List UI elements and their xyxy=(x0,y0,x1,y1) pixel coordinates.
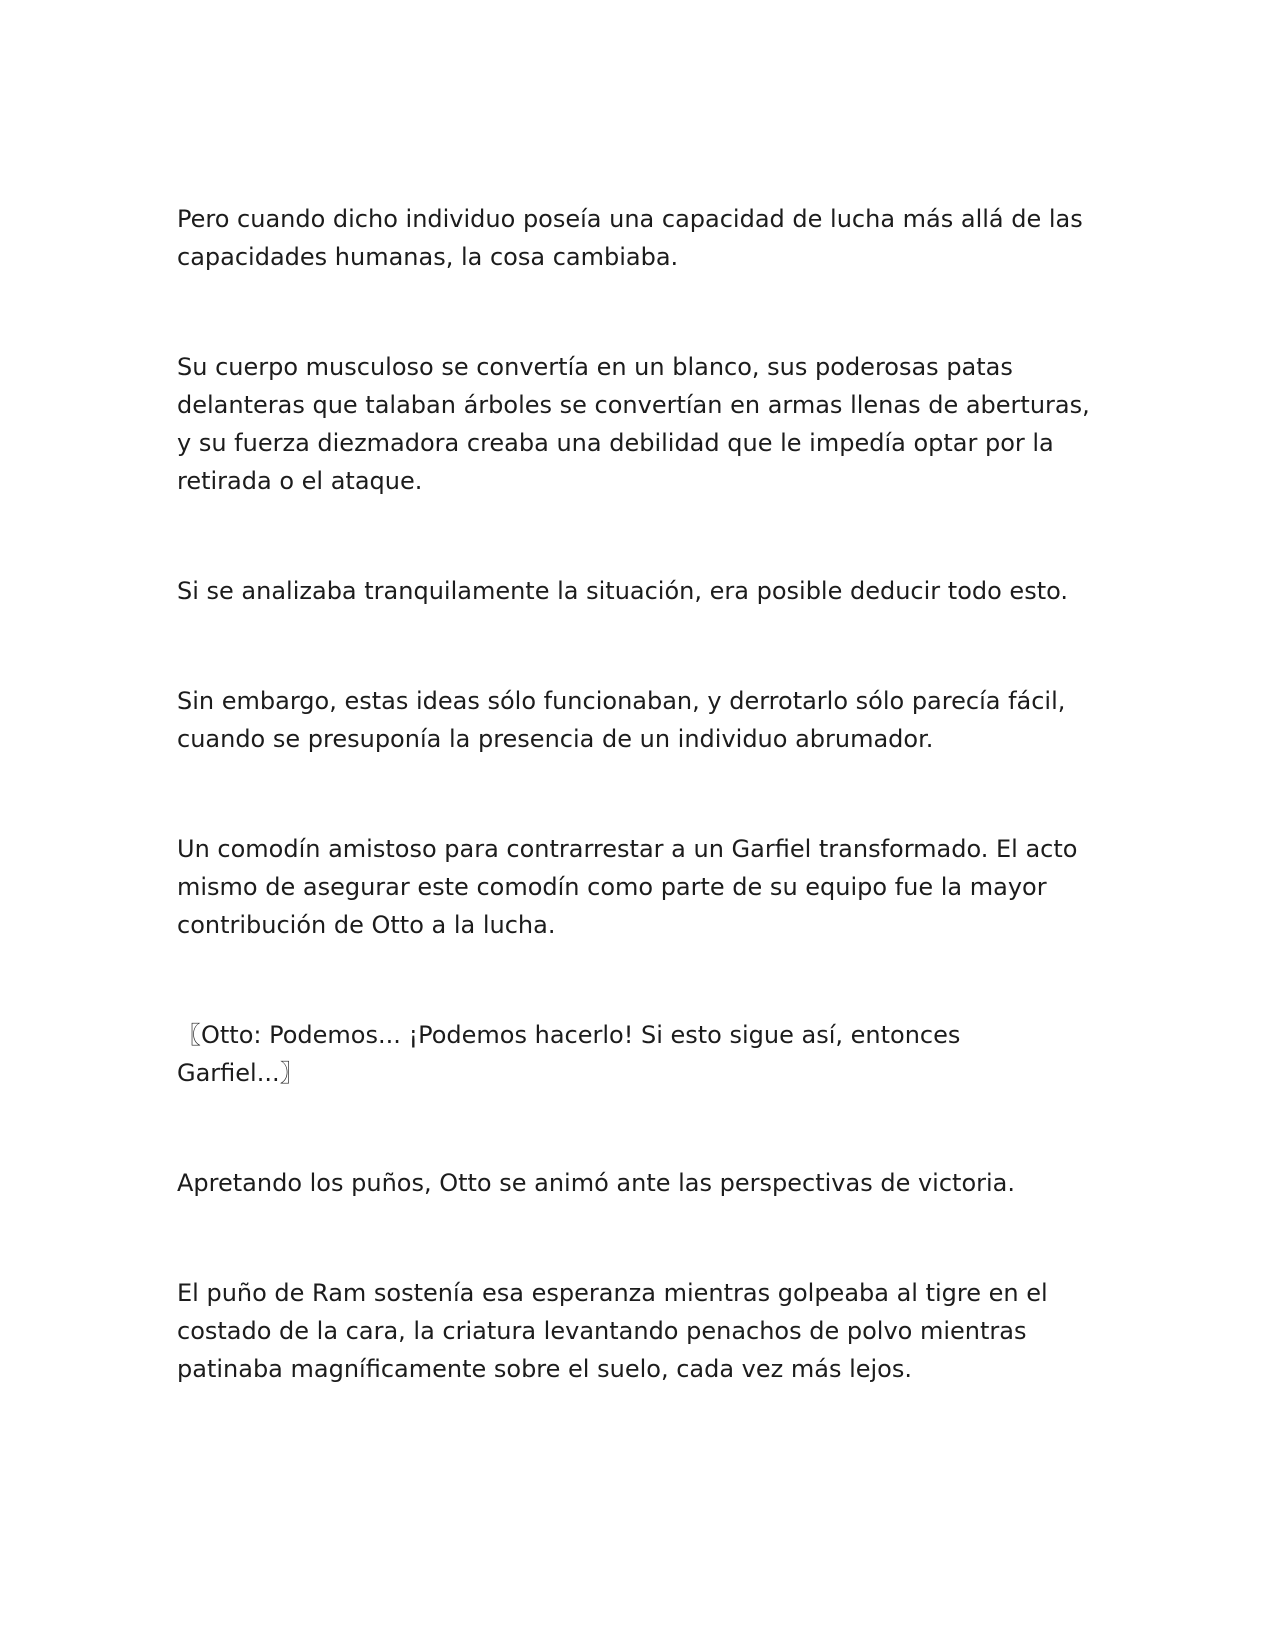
dialogue-line: 〖Otto: Podemos... ¡Podemos hacerlo! Si esto sigue así, entonces Garfiel...〗 xyxy=(177,1021,961,1087)
paragraph-2: Su cuerpo musculoso se convertía en un blanco, sus poderosas patas delanteras que talaban árboles se convertían en armas llenas de aberturas, y su fuerza diezmadora creaba una debilidad que le impedía optar por la retirada o el ataque. xyxy=(177,353,1090,495)
paragraph-7: Apretando los puños, Otto se animó ante las perspectivas de victoria. xyxy=(177,1169,1015,1197)
paragraph-8: El puño de Ram sostenía esa esperanza mientras golpeaba al tigre en el costado de la cara, la criatura levantando penachos de polvo mientras patinaba magníficamente sobre el suelo, cada vez más lejos. xyxy=(177,1279,1048,1383)
paragraph-4: Sin embargo, estas ideas sólo funcionaban, y derrotarlo sólo parecía fácil, cuando se presuponía la presencia de un individuo abrumador. xyxy=(177,687,1066,753)
document-body xyxy=(177,200,1107,1460)
paragraph-3: Si se analizaba tranquilamente la situación, era posible deducir todo esto. xyxy=(177,577,1068,605)
paragraph-1: Pero cuando dicho individuo poseía una capacidad de lucha más allá de las capacidades humanas, la cosa cambiaba. xyxy=(177,205,1083,271)
paragraph-5: Un comodín amistoso para contrarrestar a un Garfiel transformado. El acto mismo de asegurar este comodín como parte de su equipo fue la mayor contribución de Otto a la lucha. xyxy=(177,835,1078,939)
